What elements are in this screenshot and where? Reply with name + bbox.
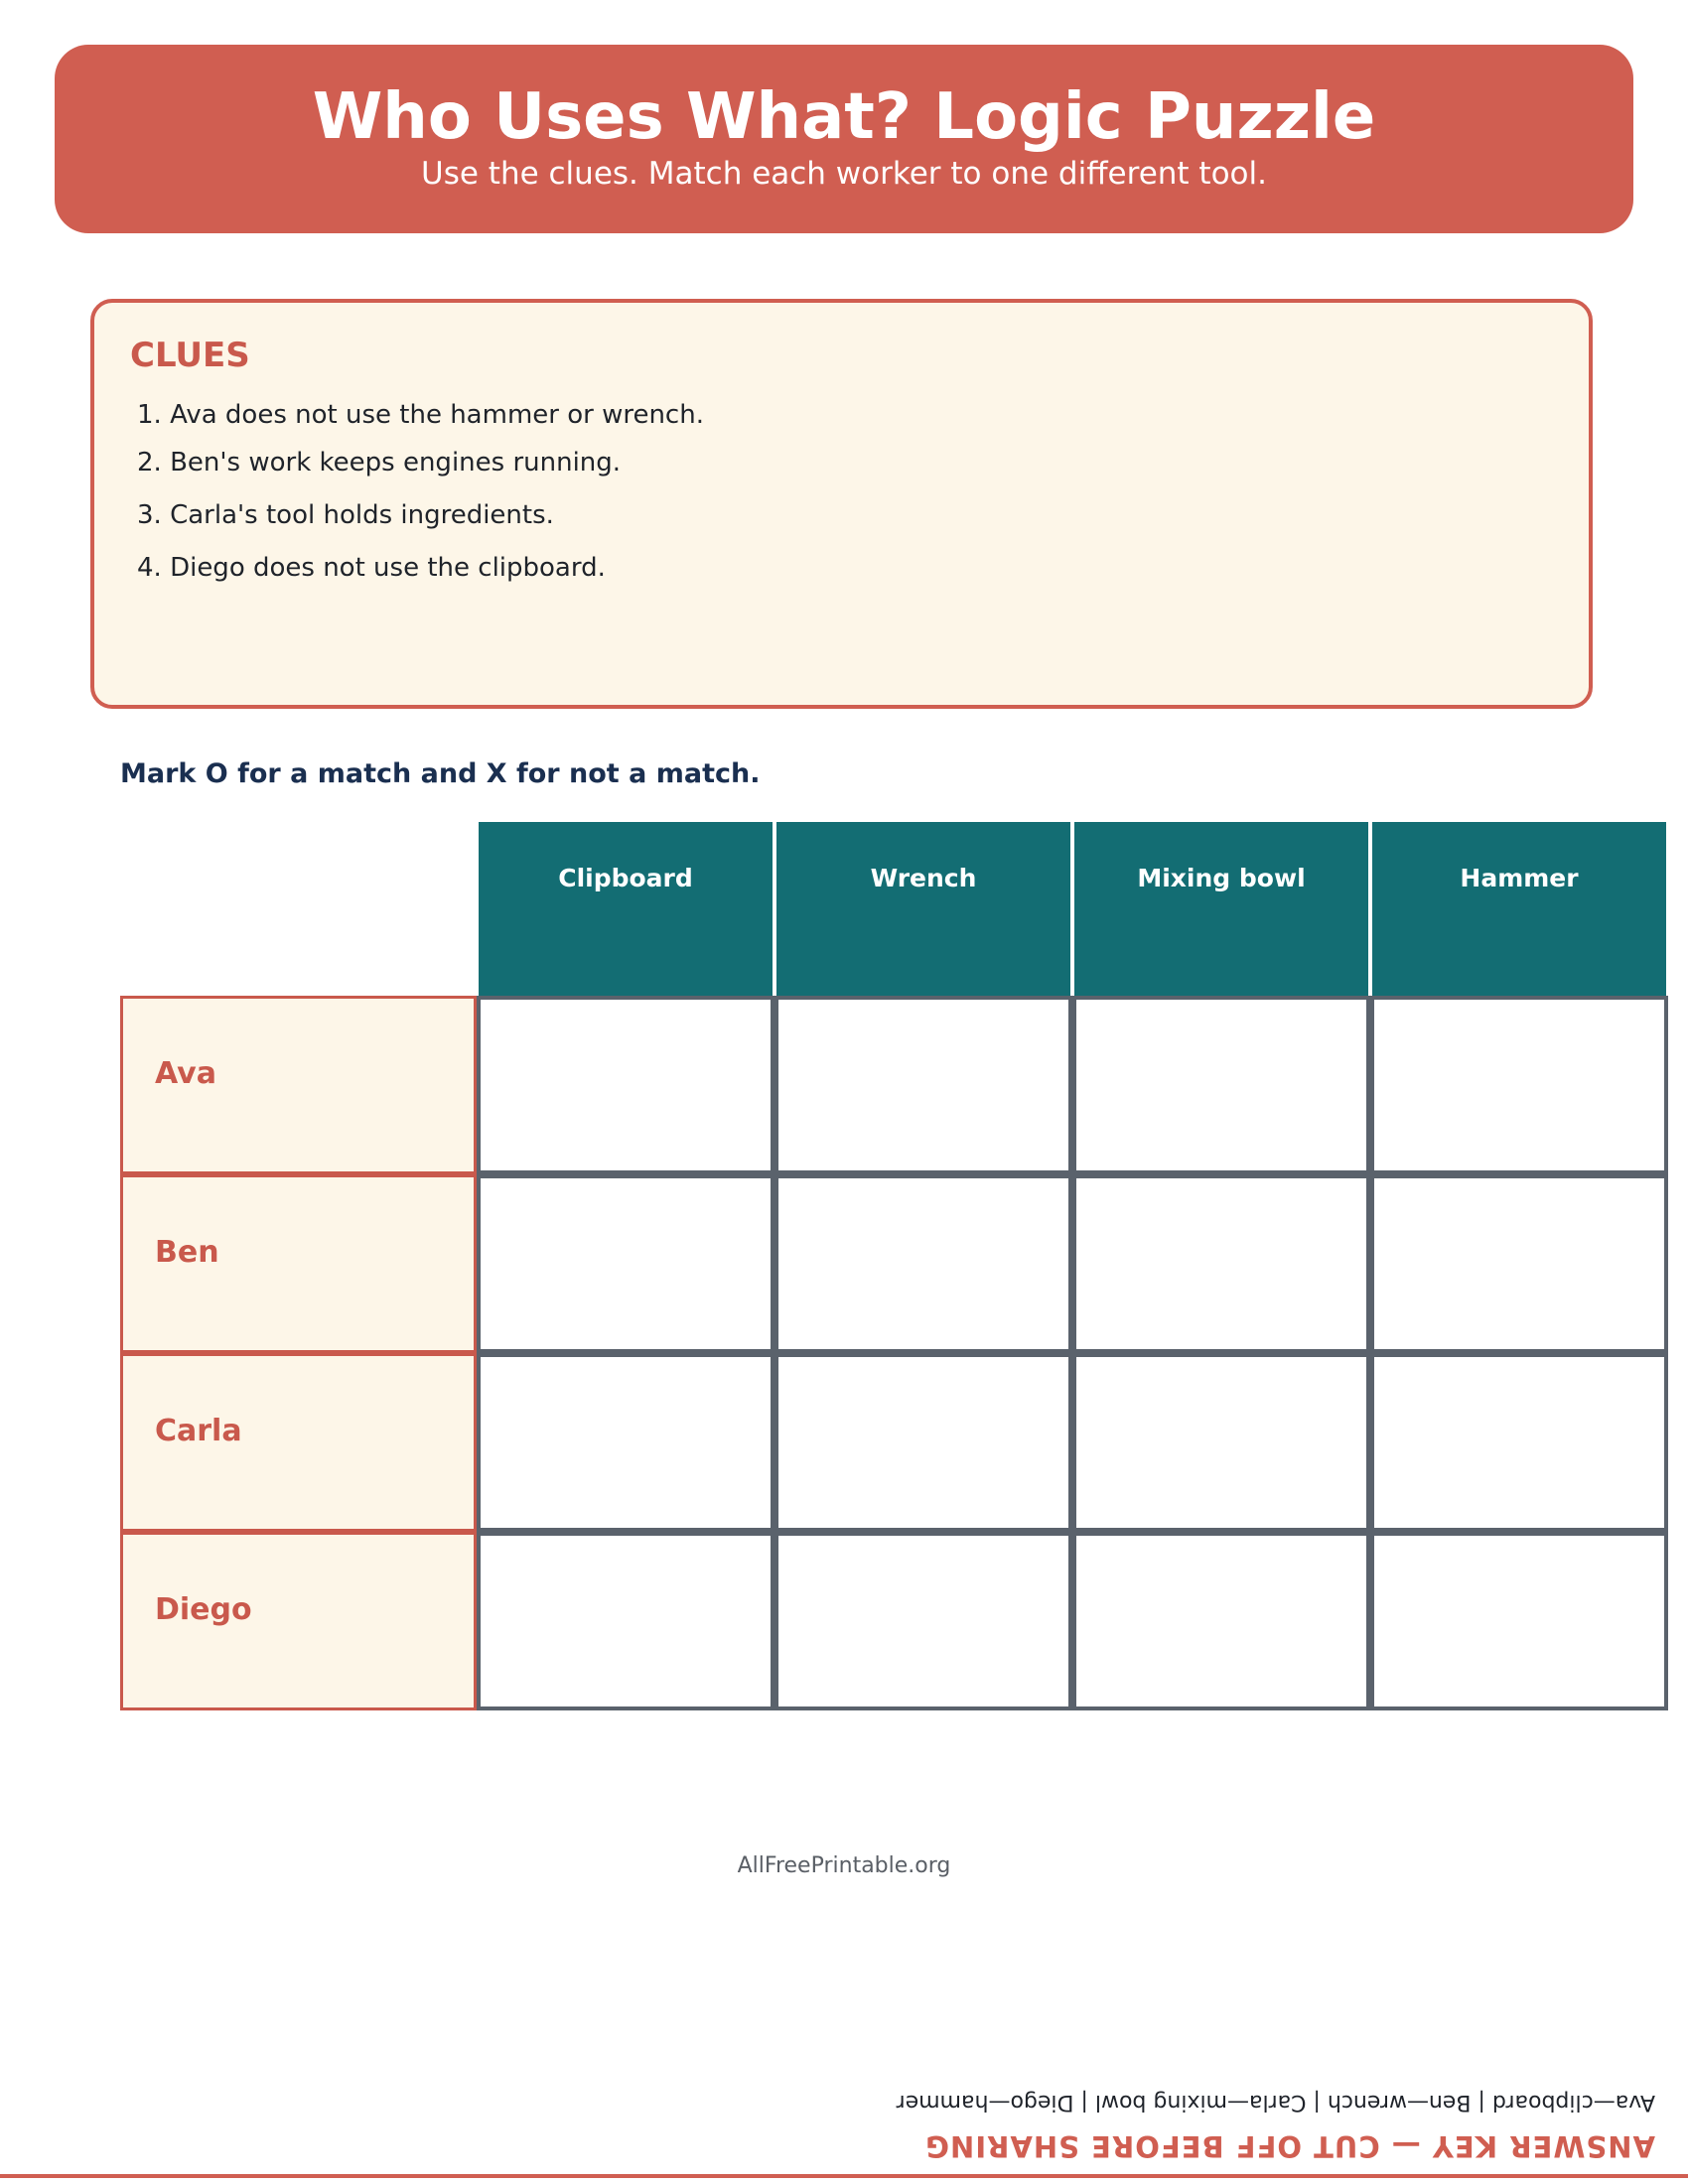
answer-key-rotated xyxy=(0,2065,1688,2184)
title-banner xyxy=(55,45,1633,233)
grid-cell-carla-hammer[interactable] xyxy=(1370,1353,1668,1532)
footer-site: AllFreePrintable.org xyxy=(737,1853,951,1878)
grid-cell-diego-mixing-bowl[interactable] xyxy=(1072,1532,1370,1710)
clue-item: 4. Diego does not use the clipboard. xyxy=(137,553,606,583)
row-header-carla xyxy=(120,1353,477,1532)
grid-cell-carla-mixing-bowl[interactable] xyxy=(1072,1353,1370,1532)
row-header-diego xyxy=(120,1532,477,1710)
grid-cell-ava-hammer[interactable] xyxy=(1370,996,1668,1174)
row-label: Carla xyxy=(155,1414,242,1448)
grid-instruction: Mark O for a match and X for not a match. xyxy=(120,758,761,789)
clues-heading: CLUES xyxy=(130,336,250,375)
column-header-mixing-bowl: Mixing bowl xyxy=(1074,822,1368,996)
grid-cell-ben-mixing-bowl[interactable] xyxy=(1072,1174,1370,1353)
page-subtitle: Use the clues. Match each worker to one different tool. xyxy=(421,156,1267,192)
answer-key-text: Ava—clipboard | Ben—wrench | Carla—mixing bowl | Diego—hammer xyxy=(896,2090,1655,2115)
grid-cell-ben-wrench[interactable] xyxy=(774,1174,1072,1353)
page-title: Who Uses What? Logic Puzzle xyxy=(312,80,1376,154)
clues-box xyxy=(90,299,1593,709)
grid-cell-ava-clipboard[interactable] xyxy=(477,996,774,1174)
cut-line xyxy=(0,2174,1688,2178)
clue-item: 2. Ben's work keeps engines running. xyxy=(137,448,622,478)
grid-cell-ava-mixing-bowl[interactable] xyxy=(1072,996,1370,1174)
grid-cell-carla-wrench[interactable] xyxy=(774,1353,1072,1532)
row-header-ben xyxy=(120,1174,477,1353)
answer-key-title: ANSWER KEY — CUT OFF BEFORE SHARING xyxy=(924,2129,1655,2163)
row-header-ava xyxy=(120,996,477,1174)
answer-key-section xyxy=(0,2065,1688,2184)
column-header-hammer: Hammer xyxy=(1372,822,1666,996)
grid-cell-ava-wrench[interactable] xyxy=(774,996,1072,1174)
clue-item: 3. Carla's tool holds ingredients. xyxy=(137,500,554,530)
grid-cell-diego-wrench[interactable] xyxy=(774,1532,1072,1710)
grid-cell-diego-hammer[interactable] xyxy=(1370,1532,1668,1710)
clue-item: 1. Ava does not use the hammer or wrench. xyxy=(137,400,704,430)
grid-cell-diego-clipboard[interactable] xyxy=(477,1532,774,1710)
grid-cell-ben-clipboard[interactable] xyxy=(477,1174,774,1353)
row-label: Ava xyxy=(155,1056,216,1091)
row-label: Diego xyxy=(155,1592,252,1627)
column-header-wrench: Wrench xyxy=(776,822,1070,996)
grid-cell-ben-hammer[interactable] xyxy=(1370,1174,1668,1353)
row-label: Ben xyxy=(155,1235,219,1270)
grid-cell-carla-clipboard[interactable] xyxy=(477,1353,774,1532)
column-header-clipboard: Clipboard xyxy=(479,822,773,996)
